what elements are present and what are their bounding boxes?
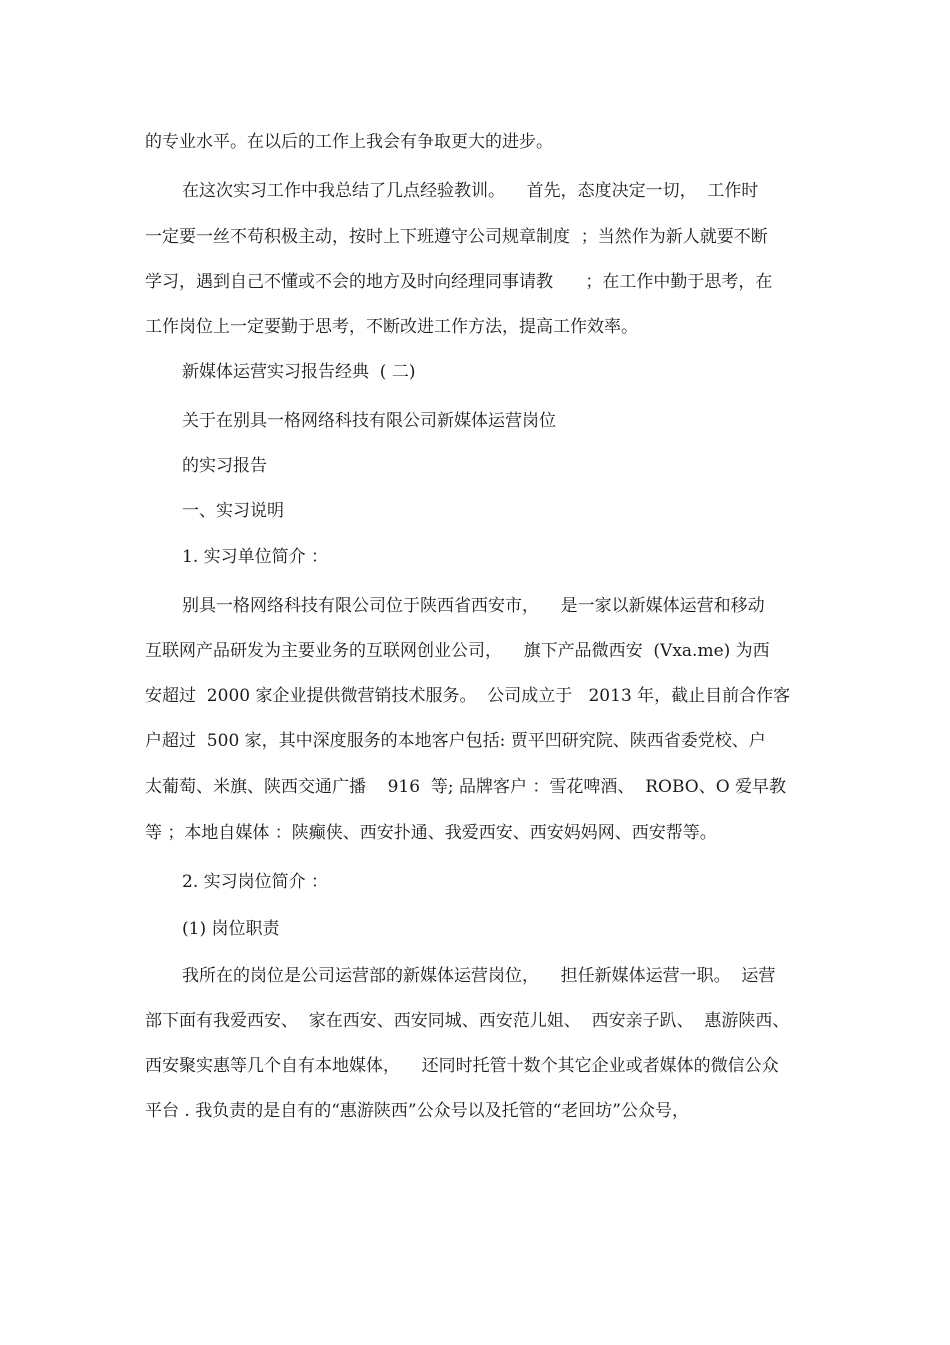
- text-line: 太葡萄、米旗、陕西交通广播 916 等; 品牌客户 ：雪花啤酒、 ROBO、O 爱早教: [145, 777, 787, 797]
- subsection-heading: 1. 实习单位简介 ：: [182, 547, 329, 567]
- text-line: 等 ；本地自媒体 ：陕癫侠、西安扑通、我爱西安、西安妈妈网、西安帮等。: [145, 823, 717, 843]
- text-line: 别具一格网络科技有限公司位于陕西省西安市， 是一家以新媒体运营和移动: [182, 596, 765, 616]
- report-title: 关于在别具一格网络科技有限公司新媒体运营岗位: [182, 411, 556, 431]
- text-line: 安超过 2000 家企业提供微营销技术服务。 公司成立于 2013 年，截止目前合作客: [145, 686, 791, 706]
- text-line: 我所在的岗位是公司运营部的新媒体运营岗位， 担任新媒体运营一职。 运营: [182, 966, 776, 986]
- subsection-heading: 2. 实习岗位简介 ：: [182, 872, 329, 892]
- text-line: 在这次实习工作中我总结了几点经验教训。 首先，态度决定一切， 工作时: [182, 181, 759, 201]
- text-line: 西安聚实惠等几个自有本地媒体， 还同时托管十数个其它企业或者媒体的微信公众: [145, 1056, 779, 1076]
- text-line: 工作岗位上一定要勤于思考，不断改进工作方法，提高工作效率。: [145, 317, 638, 337]
- report-title: 的实习报告: [182, 456, 267, 476]
- section-heading: 一、实习说明: [182, 501, 284, 521]
- subsection-heading: (1) 岗位职责: [182, 919, 280, 939]
- text-line: 的专业水平。在以后的工作上我会有争取更大的进步。: [145, 132, 553, 152]
- text-line: 部下面有我爱西安、 家在西安、西安同城、西安范儿姐、 西安亲子趴、 惠游陕西、: [145, 1011, 790, 1031]
- text-line: 学习，遇到自己不懂或不会的地方及时向经理同事请教 ；在工作中勤于思考，在: [145, 272, 773, 292]
- section-heading: 新媒体运营实习报告经典 ( 二): [182, 362, 416, 382]
- text-line: 平台 . 我负责的是自有的“惠游陕西”公众号以及托管的“老回坊”公众号，: [145, 1101, 689, 1121]
- text-line: 户超过 500 家，其中深度服务的本地客户包括: 贾平凹研究院、陕西省委党校、户: [145, 731, 766, 751]
- text-line: 互联网产品研发为主要业务的互联网创业公司， 旗下产品微西安 (Vxa.me) 为西: [145, 641, 770, 661]
- text-line: 一定要一丝不苟积极主动，按时上下班遵守公司规章制度 ；当然作为新人就要不断: [145, 227, 768, 247]
